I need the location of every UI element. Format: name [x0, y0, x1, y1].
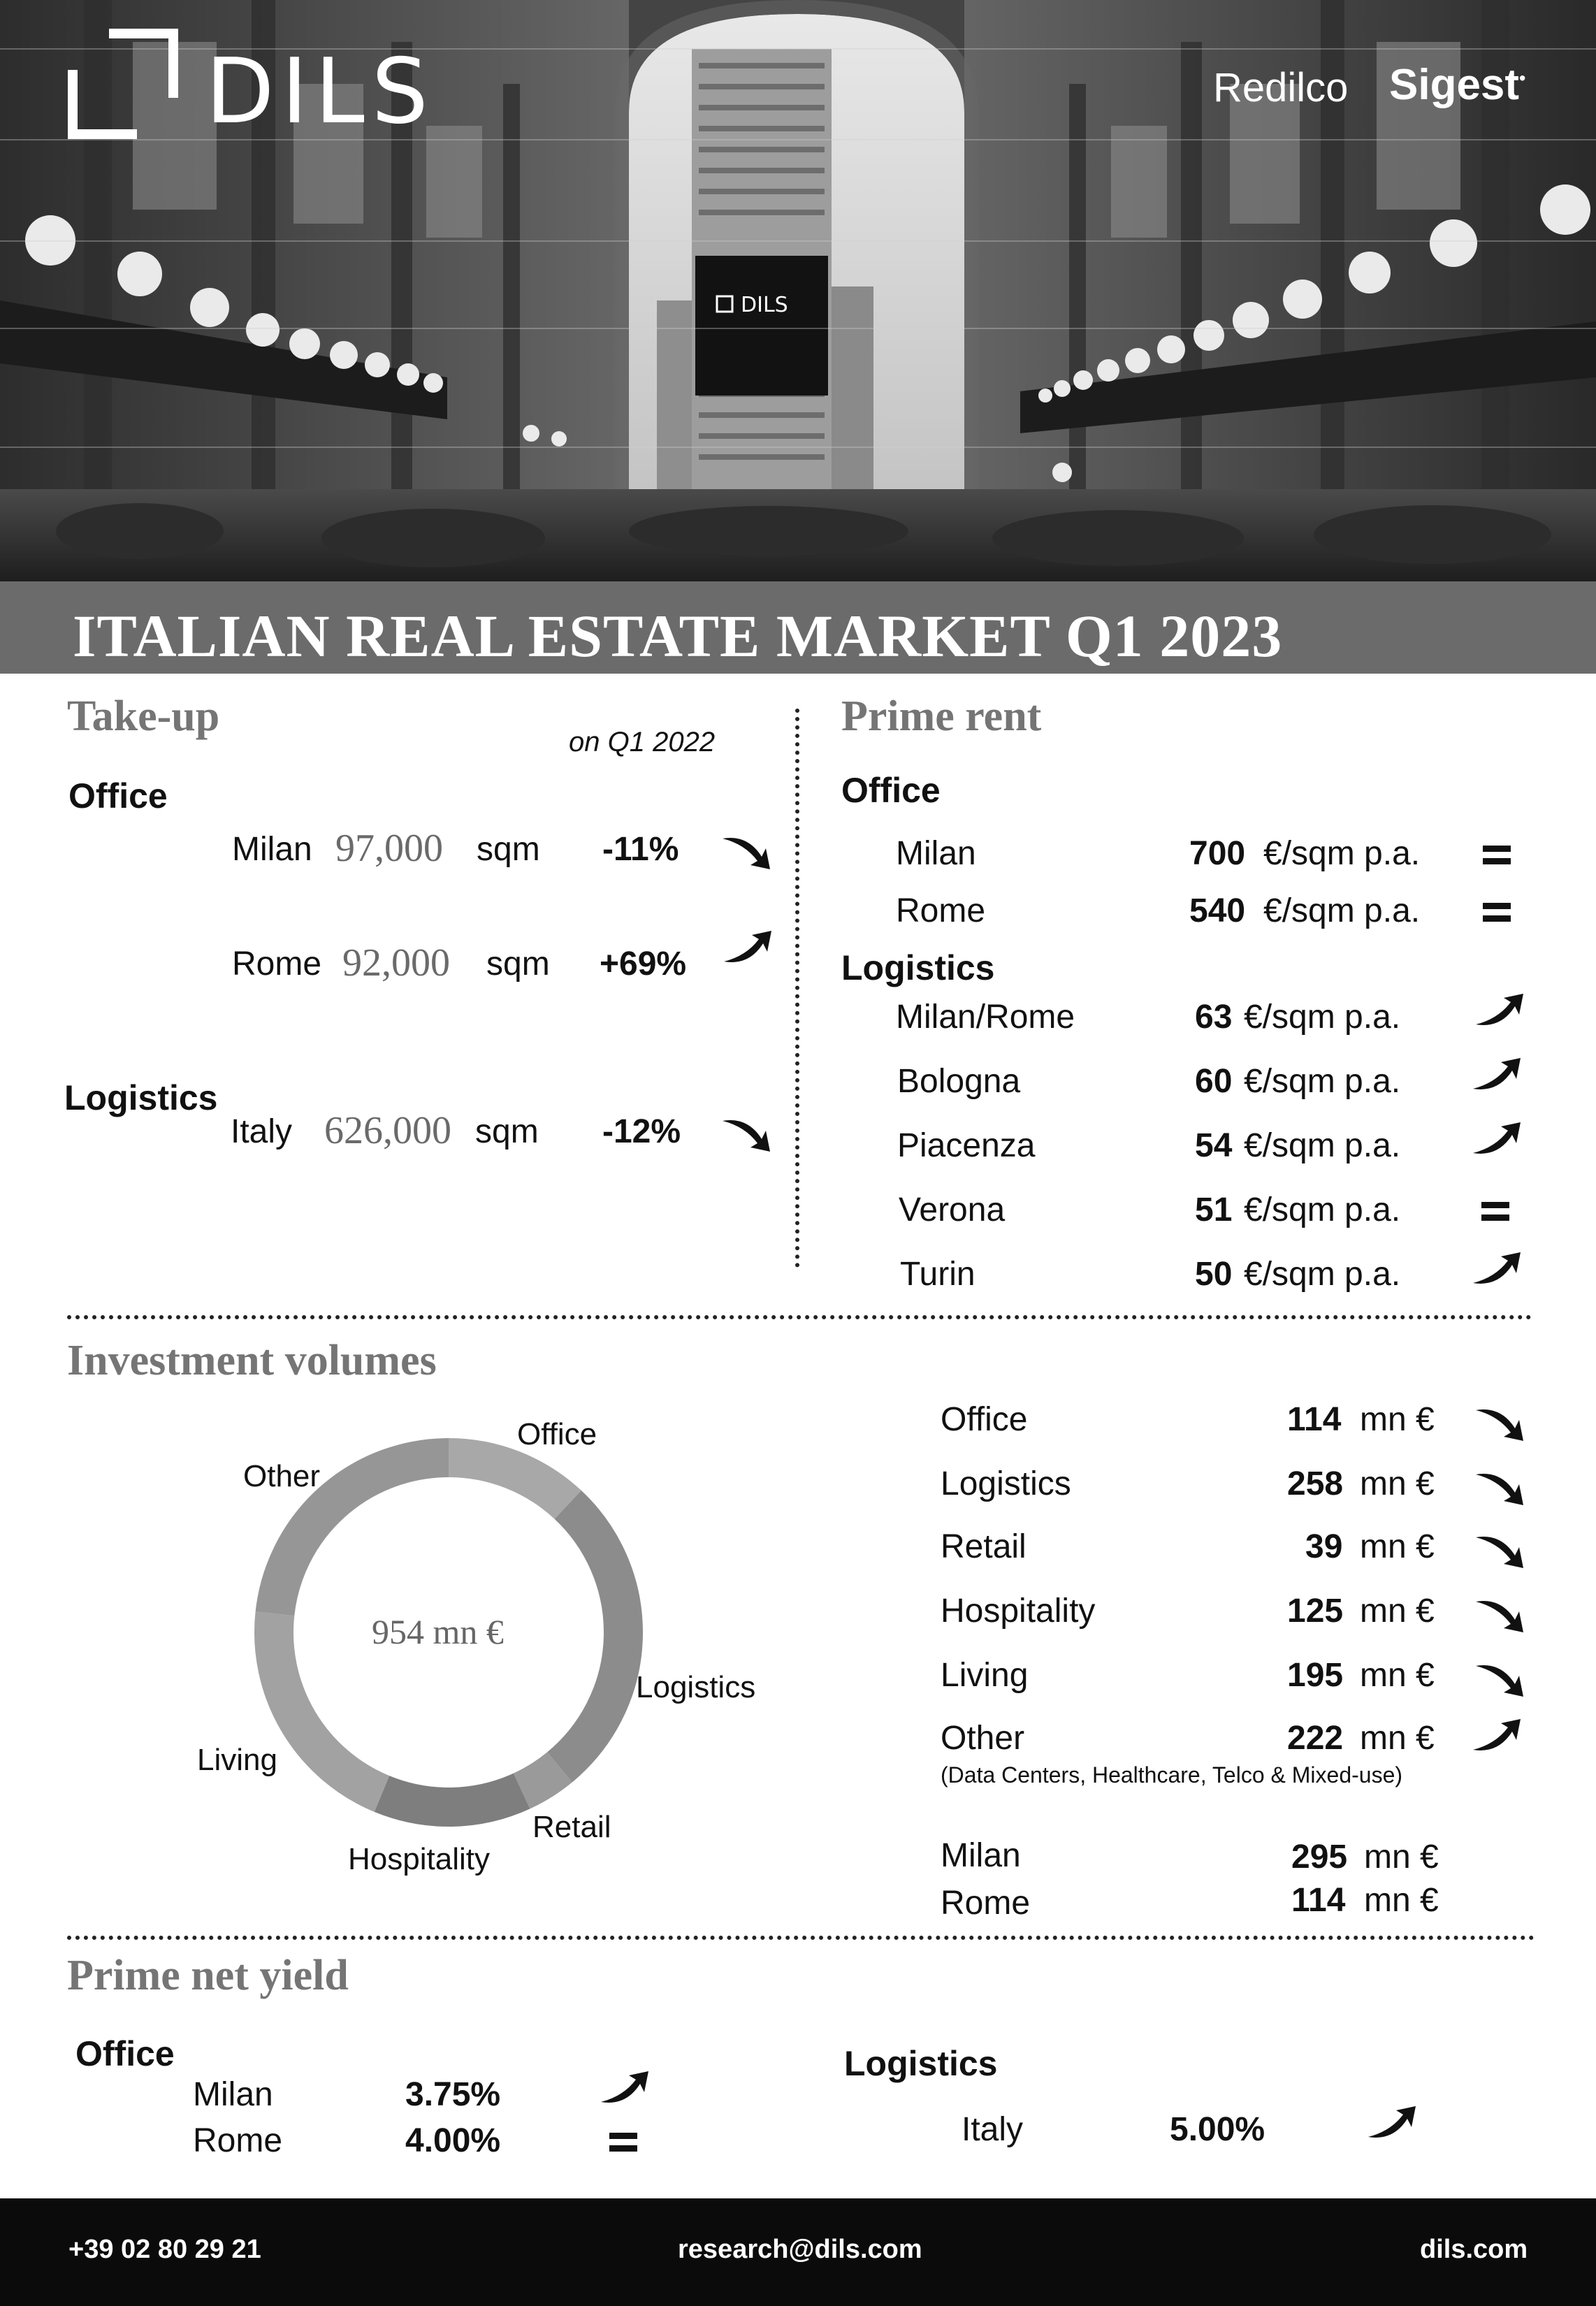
section-divider	[67, 1936, 1535, 1940]
investment-sector: Living	[941, 1657, 1029, 1694]
investment-sector: Office	[941, 1401, 1028, 1438]
dils-logo[interactable]	[67, 28, 444, 144]
investment-value: 222	[1287, 1720, 1344, 1757]
yield-value: 3.75%	[405, 2076, 501, 2113]
rent-city: Bologna	[897, 1063, 1021, 1100]
trend-down-icon	[720, 1114, 773, 1153]
hero-image	[0, 0, 1596, 581]
rent-city: Rome	[896, 892, 986, 929]
investment-value: 39	[1305, 1528, 1343, 1565]
investment-unit: mn €	[1360, 1593, 1435, 1630]
donut-label-other: Other	[243, 1459, 321, 1493]
trend-up-icon	[598, 2070, 651, 2109]
investment-unit: mn €	[1360, 1401, 1435, 1438]
trend-equal-icon	[1481, 899, 1512, 927]
investment-unit: mn €	[1364, 1882, 1439, 1919]
investment-city: Milan	[941, 1837, 1021, 1874]
trend-up-icon	[1470, 1057, 1523, 1096]
takeup-compare-label: on Q1 2022	[569, 727, 716, 757]
trend-equal-icon	[1480, 1198, 1511, 1226]
takeup-change: +69%	[600, 945, 687, 982]
yield-value: 5.00%	[1170, 2111, 1265, 2148]
investment-value: 114	[1287, 1401, 1342, 1438]
investment-value: 195	[1287, 1657, 1344, 1694]
redilco-logo[interactable]: Redilco	[1213, 65, 1349, 110]
sigest-logo[interactable]	[1389, 60, 1525, 110]
trend-down-icon	[1473, 1659, 1526, 1698]
investment-value: 258	[1287, 1465, 1344, 1502]
donut-segment-logistics	[560, 1504, 623, 1767]
footer	[0, 2198, 1596, 2306]
section-divider	[67, 1315, 1532, 1319]
prime-rent-office-label: Office	[841, 771, 941, 810]
rent-unit: €/sqm p.a.	[1263, 892, 1421, 929]
rent-value: 54	[1195, 1127, 1233, 1164]
investment-unit: mn €	[1360, 1465, 1435, 1502]
yield-logistics-label: Logistics	[844, 2044, 998, 2083]
takeup-value: 92,000	[342, 941, 450, 985]
donut-segment-living	[274, 1614, 382, 1794]
trend-equal-icon	[608, 2129, 639, 2156]
investment-city: Rome	[941, 1885, 1031, 1922]
rent-value: 700	[1189, 835, 1246, 872]
investment-city-value: 295	[1291, 1839, 1348, 1876]
takeup-change: -11%	[602, 831, 679, 868]
donut-total: 954 mn €	[372, 1612, 504, 1651]
investment-city-value: 114	[1291, 1882, 1346, 1919]
footer-website-link[interactable]: dils.com	[1420, 2235, 1528, 2264]
trend-up-icon	[1470, 1121, 1523, 1160]
rent-city: Piacenza	[897, 1127, 1036, 1164]
rent-value: 63	[1195, 999, 1233, 1036]
trend-down-icon	[1473, 1530, 1526, 1569]
sigest-mark: •	[1519, 67, 1526, 89]
donut-segment-retail	[522, 1767, 560, 1791]
prime-rent-logistics-label: Logistics	[841, 948, 995, 987]
investment-sector: Logistics	[941, 1465, 1071, 1502]
trend-up-icon	[1365, 2105, 1419, 2144]
takeup-logistics-label: Logistics	[64, 1078, 218, 1117]
trend-down-icon	[1473, 1403, 1526, 1442]
rent-value: 60	[1195, 1063, 1233, 1100]
rent-unit: €/sqm p.a.	[1244, 999, 1401, 1036]
sigest-logo-text: Sigest	[1389, 61, 1520, 109]
footer-phone-link[interactable]: +39 02 80 29 21	[68, 2235, 261, 2264]
investment-unit: mn €	[1360, 1720, 1435, 1757]
takeup-change: -12%	[602, 1113, 681, 1150]
donut-label-hospitality: Hospitality	[348, 1842, 490, 1876]
takeup-title: Take-up	[67, 692, 220, 740]
yield-title: Prime net yield	[67, 1952, 349, 1999]
donut-label-logistics: Logistics	[636, 1670, 756, 1704]
title-bar	[0, 581, 1596, 674]
trend-down-icon	[720, 832, 773, 871]
investment-unit: mn €	[1364, 1839, 1439, 1876]
rent-city: Verona	[899, 1191, 1006, 1228]
takeup-unit: sqm	[486, 945, 550, 982]
investment-sector: Other	[941, 1720, 1025, 1757]
rent-unit: €/sqm p.a.	[1263, 835, 1421, 872]
rent-city: Milan	[896, 835, 976, 872]
trend-up-icon	[1470, 1251, 1523, 1290]
takeup-city: Italy	[231, 1113, 293, 1150]
donut-label-office: Office	[517, 1417, 597, 1451]
takeup-city: Rome	[232, 945, 322, 982]
investment-sector: Hospitality	[941, 1593, 1096, 1630]
investment-unit: mn €	[1360, 1657, 1435, 1694]
trend-up-icon	[1470, 1718, 1523, 1757]
donut-label-retail: Retail	[532, 1810, 611, 1844]
takeup-office-label: Office	[68, 776, 168, 815]
yield-city: Milan	[193, 2076, 273, 2113]
takeup-value: 626,000	[324, 1109, 451, 1152]
yield-city: Rome	[193, 2122, 283, 2159]
trend-equal-icon	[1481, 841, 1512, 869]
trend-up-icon	[721, 929, 774, 969]
donut-label-living: Living	[197, 1743, 277, 1777]
page-title: ITALIAN REAL ESTATE MARKET Q1 2023	[73, 602, 1283, 669]
donut-segment-office	[449, 1458, 568, 1504]
trend-down-icon	[1473, 1595, 1526, 1634]
rent-value: 51	[1195, 1191, 1233, 1228]
investment-title: Investment volumes	[67, 1337, 437, 1384]
rent-unit: €/sqm p.a.	[1244, 1127, 1401, 1164]
rent-city: Turin	[900, 1256, 975, 1293]
yield-value: 4.00%	[405, 2122, 501, 2159]
takeup-value: 97,000	[335, 827, 443, 870]
takeup-city: Milan	[232, 831, 312, 868]
rent-city: Milan/Rome	[896, 999, 1075, 1036]
rent-value: 540	[1189, 892, 1246, 929]
investment-value: 125	[1287, 1593, 1344, 1630]
yield-city: Italy	[962, 2111, 1024, 2148]
dils-logo-icon	[67, 28, 179, 140]
trend-down-icon	[1473, 1467, 1526, 1507]
rent-unit: €/sqm p.a.	[1244, 1191, 1401, 1228]
billboard-text: DILS	[741, 293, 788, 317]
investment-unit: mn €	[1360, 1528, 1435, 1565]
investment-other-note: (Data Centers, Healthcare, Telco & Mixed-use)	[941, 1762, 1403, 1787]
prime-rent-title: Prime rent	[841, 692, 1042, 740]
footer-email-link[interactable]: research@dils.com	[678, 2235, 922, 2264]
column-divider	[795, 709, 799, 1268]
investment-sector: Retail	[941, 1528, 1026, 1565]
dils-logo-text: DILS	[205, 40, 435, 144]
donut-segment-hospitality	[382, 1791, 521, 1807]
rent-unit: €/sqm p.a.	[1244, 1063, 1401, 1100]
rent-value: 50	[1195, 1256, 1233, 1293]
yield-office-label: Office	[75, 2034, 175, 2073]
rent-unit: €/sqm p.a.	[1244, 1256, 1401, 1293]
takeup-unit: sqm	[475, 1113, 539, 1150]
takeup-unit: sqm	[477, 831, 540, 868]
trend-up-icon	[1473, 992, 1526, 1031]
